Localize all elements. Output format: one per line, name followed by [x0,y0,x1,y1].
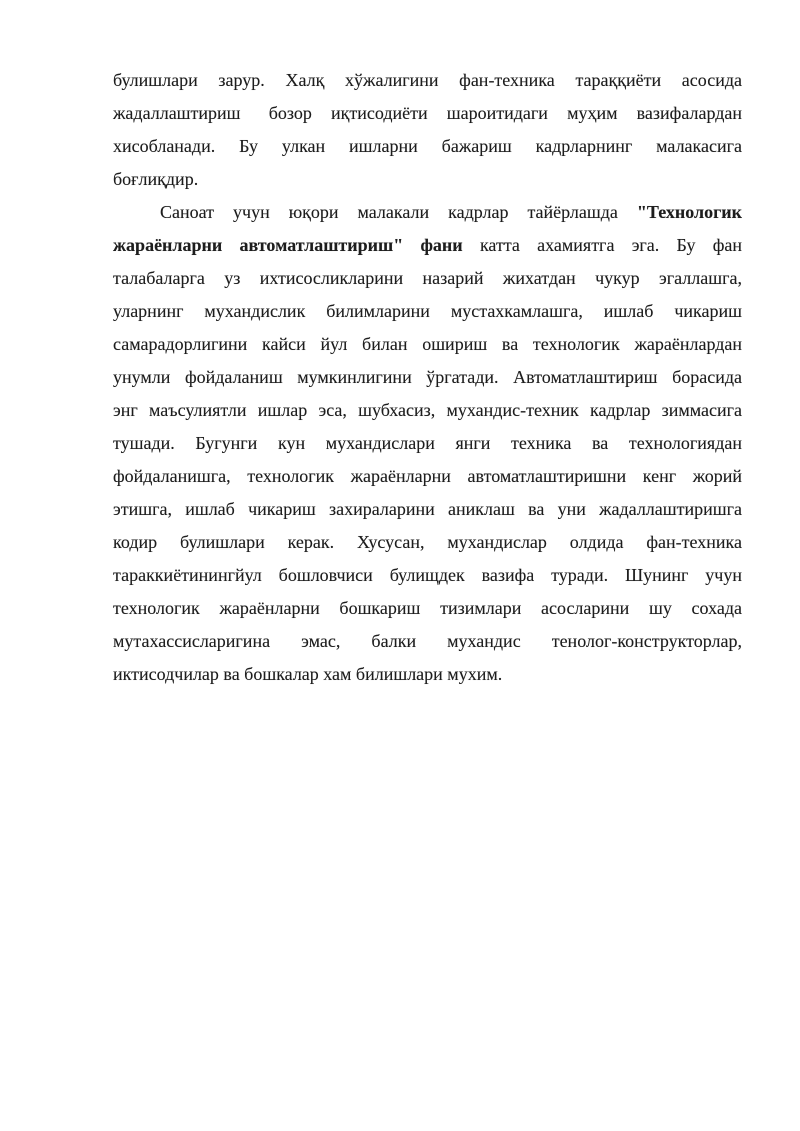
text-run: жадаллаштириш бозор иқтисодиёти шароитидаги муҳим вазифалардан [113,103,742,123]
bold-text-run: жараёнларни автоматлаштириш" фани [113,235,463,255]
paragraph [113,196,742,691]
text-line [113,295,742,328]
text-body [113,64,742,691]
text-run: боғлиқдир. [113,169,199,189]
text-line [113,427,742,460]
bold-text-run: "Технологик [636,202,742,222]
text-line [113,625,742,658]
text-run: фойдаланишга, технологик жараёнларни автоматлаштиришни кенг жорий [113,466,742,486]
text-run: тараккиётинингйул бошловчиси булищдек вазифа туради. Шунинг учун [113,565,742,585]
text-run: уларнинг мухандислик билимларини мустахкамлашга, ишлаб чикариш [113,301,742,321]
text-line [113,361,742,394]
text-line [113,493,742,526]
text-line [113,592,742,625]
text-line [113,394,742,427]
text-line [113,526,742,559]
text-line [113,262,742,295]
text-run: этишга, ишлаб чикариш захираларини аниклаш ва уни жадаллаштиришга [113,499,742,519]
text-line [113,559,742,592]
text-line [113,658,742,691]
text-run: тушади. Бугунги кун мухандислари янги техника ва технологиядан [113,433,742,453]
text-run: энг маъсулиятли ишлар эса, шубхасиз, мухандис-техник кадрлар зиммасига [113,400,742,420]
text-run: унумли фойдаланиш мумкинлигини ўргатади. Автоматлаштириш борасида [113,367,742,387]
text-run: катта ахамиятга эга. Бу фан [462,235,742,255]
text-run: самарадорлигини кайси йул билан ошириш ва технологик жараёнлардан [113,334,742,354]
text-line [113,196,742,229]
text-line [113,163,742,196]
text-run: мутахассисларигина эмас, балки мухандис тенолог-конструкторлар, [113,631,742,651]
text-run: Саноат учун юқори малакали кадрлар тайёрлашда [160,202,637,222]
text-line [113,97,742,130]
text-line [113,130,742,163]
text-run: кодир булишлари керак. Хусусан, мухандислар олдида фан-техника [113,532,742,552]
text-line [113,328,742,361]
text-run: технологик жараёнларни бошкариш тизимлари асосларини шу сохада [113,598,742,618]
text-run: иктисодчилар ва бошкалар хам билишлари мухим. [113,664,503,684]
text-run: талабаларга уз ихтисосликларини назарий жихатдан чукур эгаллашга, [113,268,742,288]
text-line [113,64,742,97]
text-line [113,229,742,262]
text-run: булишлари зарур. Халқ хўжалигини фан-техника тараққиёти асосида [113,70,742,90]
paragraph [113,64,742,196]
text-run: хисобланади. Бу улкан ишларни бажариш кадрларнинг малакасига [113,136,742,156]
text-line [113,460,742,493]
